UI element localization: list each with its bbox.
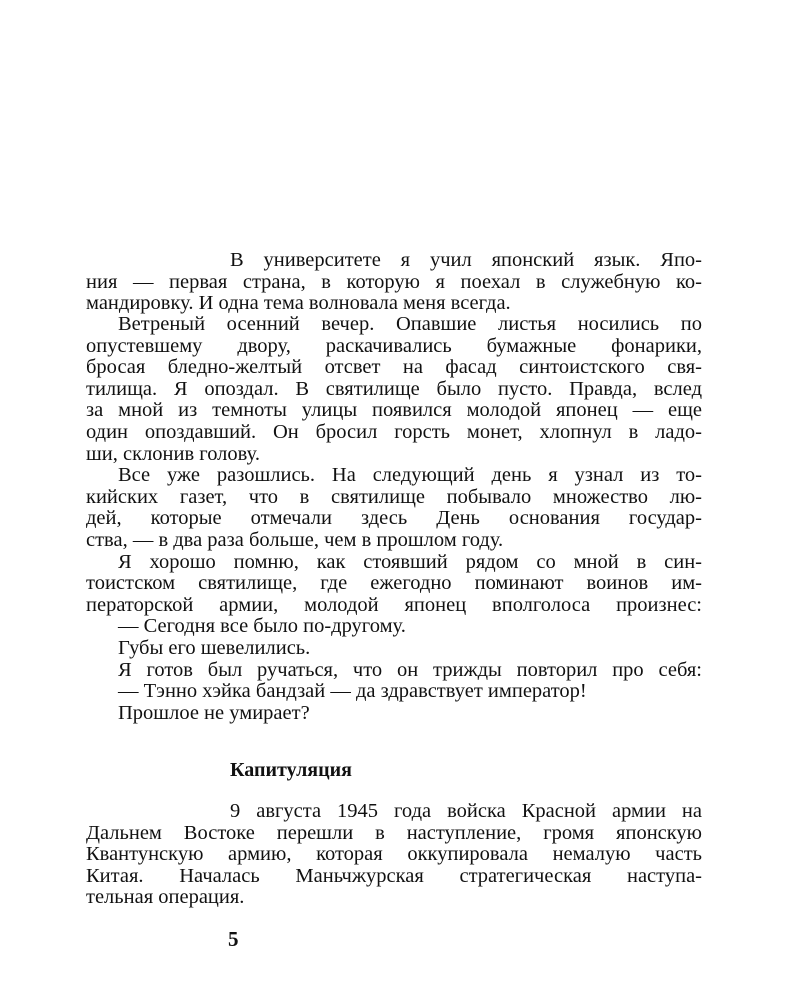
intro-paragraph [86, 250, 702, 315]
text-line: 9 августа 1945 года войска Красной армии на [230, 800, 702, 822]
text-line: В университете я учил японский язык. Япо- [230, 249, 702, 271]
text-line: Я готов был ручаться, что он трижды повторил про себя: [118, 658, 702, 681]
text-line: Ветреный осенний вечер. Опавшие листья носились по [118, 313, 702, 335]
text-line: Квантунскую армию, которая оккупировала немалую часть [86, 843, 702, 866]
page-number: 5 [228, 927, 239, 951]
text-line: ния — первая страна, в которую я поехал в служебную ко- [86, 270, 702, 293]
text-line: один опоздавший. Он бросил горсть монет, хлопнул в ладо- [86, 420, 702, 443]
text-line: кийских газет, что в святилище побывало множество лю- [86, 485, 702, 508]
text-line: дей, которые отмечали здесь День основания государ- [86, 507, 702, 530]
text-line: бросая бледно-желтый отсвет на фасад синтоистского свя- [86, 356, 702, 379]
section-paragraph [86, 801, 702, 909]
text-line: ператорской армии, молодой японец вполголоса произнес: [86, 593, 702, 616]
text-line: за мной из темноты улицы появился молодой японец — еще [86, 399, 702, 422]
text-line: Китая. Началась Маньчжурская стратегическая наступа- [86, 864, 702, 887]
section-heading: Капитуляция [230, 759, 352, 781]
text-line: тилища. Я опоздал. В святилище было пусто. Правда, вслед [86, 377, 702, 400]
text-line: мандировку. И одна тема волновала меня всегда. [86, 292, 511, 315]
text-line: Я хорошо помню, как стоявший рядом со мной в син- [118, 550, 702, 573]
text-line: ши, склонив голову. [86, 442, 260, 465]
text-line: ства, — в два раза больше, чем в прошлом году. [86, 528, 504, 551]
text-line: — Тэнно хэйка бандзай — да здравствует император! [118, 680, 587, 703]
text-line: опустевшему двору, раскачивались бумажные фонарики, [86, 334, 702, 357]
text-line: тельная операция. [86, 886, 245, 909]
body-paragraphs [86, 314, 702, 724]
text-line: Прошлое не умирает? [118, 701, 310, 724]
text-line: Все уже разошлись. На следующий день я узнал из то- [118, 464, 702, 487]
text-line: Дальнем Востоке перешли в наступление, громя японскую [86, 821, 702, 844]
text-line: — Сегодня все было по-другому. [118, 615, 406, 638]
text-line: тоистском святилище, где ежегодно поминают воинов им- [86, 572, 702, 595]
text-line: Губы его шевелились. [118, 636, 311, 659]
